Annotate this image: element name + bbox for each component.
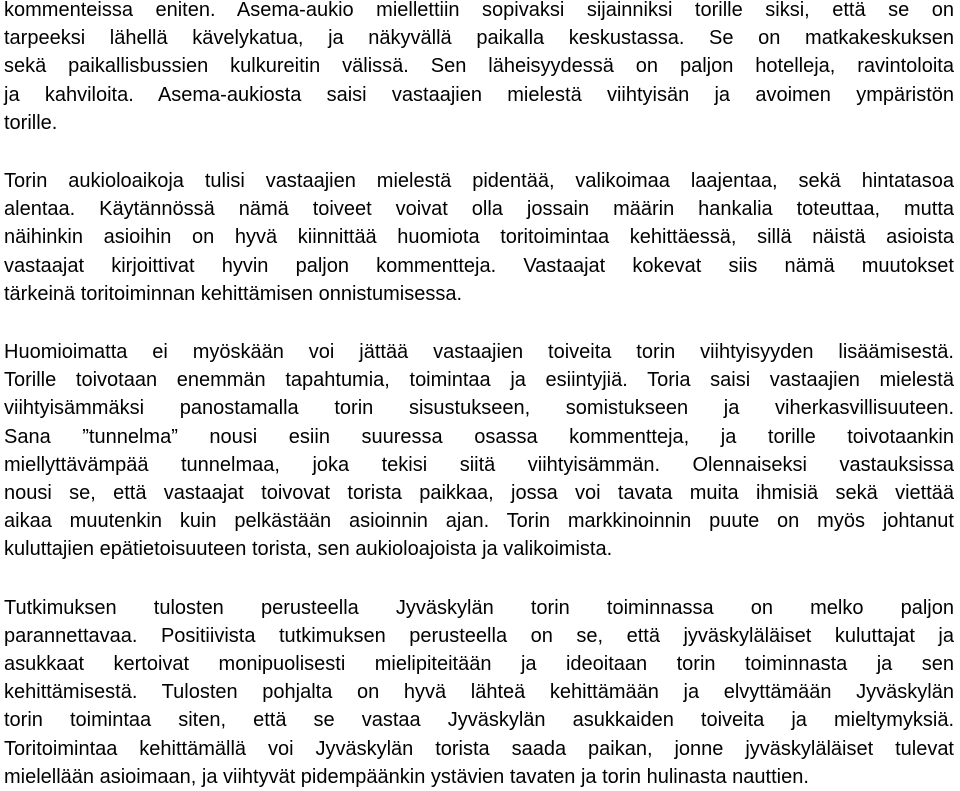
text-line: Huomioimatta ei myöskään voi jättää vastaajien toiveita torin viihtyisyyden lisäämisestä. [4, 341, 954, 364]
text-line: parannettavaa. Positiivista tutkimuksen perusteella on se, että jyväskyläläiset kuluttajat ja [4, 624, 954, 647]
text-line: torin toimintaa siten, että se vastaa Jyväskylän asukkaiden toiveita ja mieltymyksiä. [4, 709, 954, 732]
text-line: Sana ”tunnelma” nousi esiin suuressa osassa kommentteja, ja torille toivotaankin [4, 425, 954, 448]
paragraph-viihtyisyys [4, 338, 954, 564]
text-line: tarpeeksi lähellä kävelykatua, ja näkyvällä paikalla keskustassa. Se on matkakeskuksen [4, 27, 954, 50]
text-line: mielellään asioimaan, ja viihtyvät pidempäänkin ystävien tavaten ja torin hulinasta nauttien. [4, 765, 809, 788]
text-line: vastaajat kirjoittivat hyvin paljon kommentteja. Vastaajat kokevat siis nämä muutokset [4, 254, 954, 277]
paragraph-tulokset [4, 594, 954, 791]
text-line: tärkeinä toritoiminnan kehittämisen onnistumisessa. [4, 282, 462, 305]
text-line: asukkaat kertoivat monipuolisesti mielipiteitään ja ideoitaan torin toiminnasta ja sen [4, 653, 954, 676]
text-line: kommenteissa eniten. Asema-aukio miellettiin sopivaksi sijainniksi torille siksi, että se on [4, 0, 954, 21]
text-line: nousi se, että vastaajat toivovat torista paikkaa, jossa voi tavata muita ihmisiä sekä viettää [4, 482, 954, 505]
text-line: aikaa muutenkin kuin pelkästään asioinnin ajan. Torin markkinoinnin puute on myös johtanut [4, 510, 954, 533]
text-line: sekä paikallisbussien kulkureitin välissä. Sen läheisyydessä on paljon hotelleja, ravintoloita [4, 55, 954, 78]
text-line: kehittämisestä. Tulosten pohjalta on hyvä lähteä kehittämään ja elvyttämään Jyväskylän [4, 681, 954, 704]
document-page [4, 0, 954, 791]
text-line: kuluttajien epätietoisuuteen torista, sen aukioloajoista ja valikoimista. [4, 538, 613, 561]
text-line: Torin aukioloaikoja tulisi vastaajien mielestä pidentää, valikoimaa laajentaa, sekä hintatasoa [4, 170, 954, 193]
text-line: alentaa. Käytännössä nämä toiveet voivat olla jossain määrin hankalia toteuttaa, mutta [4, 198, 954, 221]
paragraph-aukioloajat [4, 167, 954, 308]
text-line: Torille toivotaan enemmän tapahtumia, toimintaa ja esiintyjiä. Toria saisi vastaajien mielestä [4, 369, 954, 392]
text-line: miellyttävämpää tunnelmaa, joka tekisi siitä viihtyisämmän. Olennaiseksi vastauksissa [4, 453, 954, 476]
text-line: ja kahviloita. Asema-aukiosta saisi vastaajien mielestä viihtyisän ja avoimen ympäristön [4, 83, 954, 106]
text-line: viihtyisämmäksi panostamalla torin sisustukseen, somistukseen ja viherkasvillisuuteen. [4, 397, 954, 420]
text-line: Toritoimintaa kehittämällä voi Jyväskylän torista saada paikan, jonne jyväskyläläiset tulevat [4, 737, 954, 760]
text-line: näihinkin asioihin on hyvä kiinnittää huomiota toritoimintaa kehittäessä, sillä näistä asioista [4, 226, 954, 249]
text-line: torille. [4, 111, 58, 134]
paragraph-asema-aukio [4, 0, 954, 137]
text-line: Tutkimuksen tulosten perusteella Jyväskylän torin toiminnassa on melko paljon [4, 596, 954, 619]
